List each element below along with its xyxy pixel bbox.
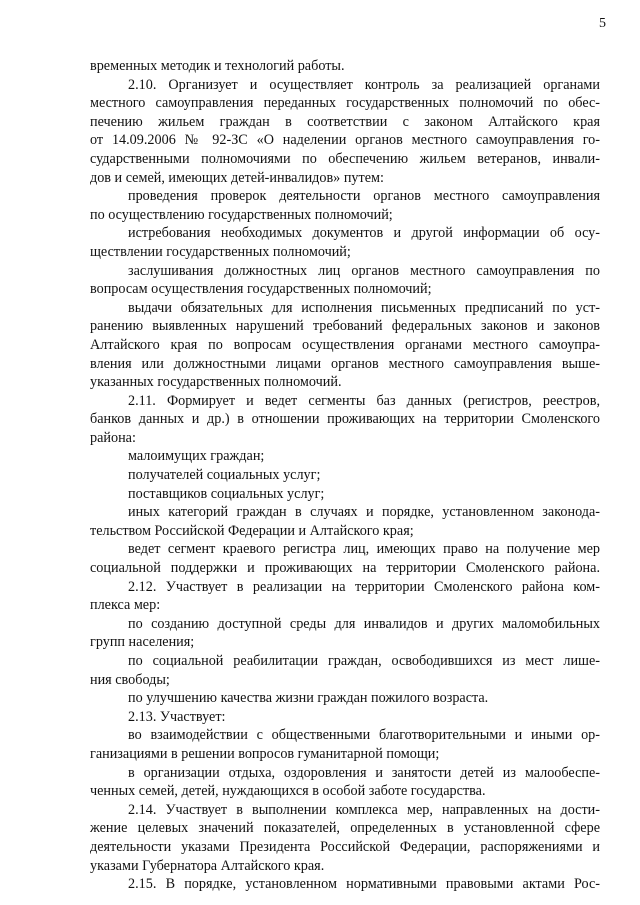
text-line: 2.14. Участвует в выполнении комплекса мер, направленных на дости- [128,801,600,818]
text-line: по улучшению качества жизни граждан пожилого возраста. [128,690,489,707]
text-line: указами Губернатора Алтайского края. [90,857,325,874]
text-line: вопросам осуществления государственных полномочий; [90,281,432,298]
text-line: печению жильем граждан в соответствии с законом Алтайского края [90,113,600,130]
text-line: 2.15. В порядке, установленном нормативными правовыми актами Рос- [128,876,600,893]
text-line: иных категорий граждан в случаях и порядке, установленном законода- [128,504,600,521]
text-line: плекса мер: [90,597,161,614]
text-line: ганизациями в решении вопросов гуманитарной помощи; [90,745,440,762]
text-line: дов и семей, имеющих детей-инвалидов» путем: [90,169,384,186]
text-line: временных методик и технологий работы. [90,58,345,74]
text-line: 2.13. Участвует: [128,708,226,725]
text-line: по осуществлению государственных полномочий; [90,206,393,223]
text-line: 2.12. Участвует в реализации на территории Смоленского района ком- [128,578,600,595]
text-line: во взаимодействии с общественными благотворительными и иными ор- [128,727,600,744]
text-line: ния свободы; [90,671,170,688]
text-line: сударственными полномочиями по обеспечению жильем ветеранов, инвали- [90,150,600,167]
text-line: указанных государственных полномочий. [90,374,342,391]
document-body [90,57,600,894]
text-line: жение целевых значений показателей, определенных в установленной сфере [90,820,600,837]
text-line: от 14.09.2006 № 92-ЗС «О наделении органов местного самоуправления го- [90,132,600,149]
text-line: Алтайского края по вопросам осуществления органами местного самоупра- [90,336,600,353]
text-line: деятельности указами Президента Российской Федерации, распоряжениями и [90,838,600,855]
text-line: банков данных и др.) в отношении проживающих на территории Смоленского [90,411,600,428]
text-line: ранению выявленных нарушений требований федеральных законов и законов [90,318,600,335]
text-line: вления или должностными лицами органов местного самоуправления выше- [90,355,600,372]
text-line: по социальной реабилитации граждан, освободившихся из мест лише- [128,653,600,669]
page-number: 5 [599,16,606,31]
text-line: поставщиков социальных услуг; [128,485,325,502]
text-line: ченных семей, детей, нуждающихся в особой заботе государства. [90,783,486,800]
text-line: 2.11. Формирует и ведет сегменты баз данных (регистров, реестров, [128,392,600,409]
text-line: малоимущих граждан; [128,448,265,465]
text-line: 2.10. Организует и осуществляет контроль за реализацией органами [128,76,600,93]
text-line: местного самоуправления переданных государственных полномочий по обес- [90,95,600,112]
text-line: района: [90,429,136,446]
text-line: заслушивания должностных лиц органов местного самоуправления по [128,262,600,279]
text-line: получателей социальных услуг; [128,467,321,484]
text-line: ведет сегмент краевого регистра лиц, имеющих право на получение мер [128,541,600,558]
text-line: социальной поддержки и проживающих на территории Смоленского района. [90,560,600,577]
text-line: истребования необходимых документов и другой информации об осу- [128,225,600,242]
text-line: групп населения; [90,634,195,651]
text-line: в организации отдыха, оздоровления и занятости детей из малообеспе- [128,764,600,781]
text-line: выдачи обязательных для исполнения письменных предписаний по уст- [128,299,600,316]
text-line: тельством Российской Федерации и Алтайского края; [90,522,414,539]
text-line: по созданию доступной среды для инвалидов и других маломобильных [128,615,600,632]
text-line: ществлении государственных полномочий; [90,243,351,260]
text-line: проведения проверок деятельности органов местного самоуправления [128,188,600,205]
